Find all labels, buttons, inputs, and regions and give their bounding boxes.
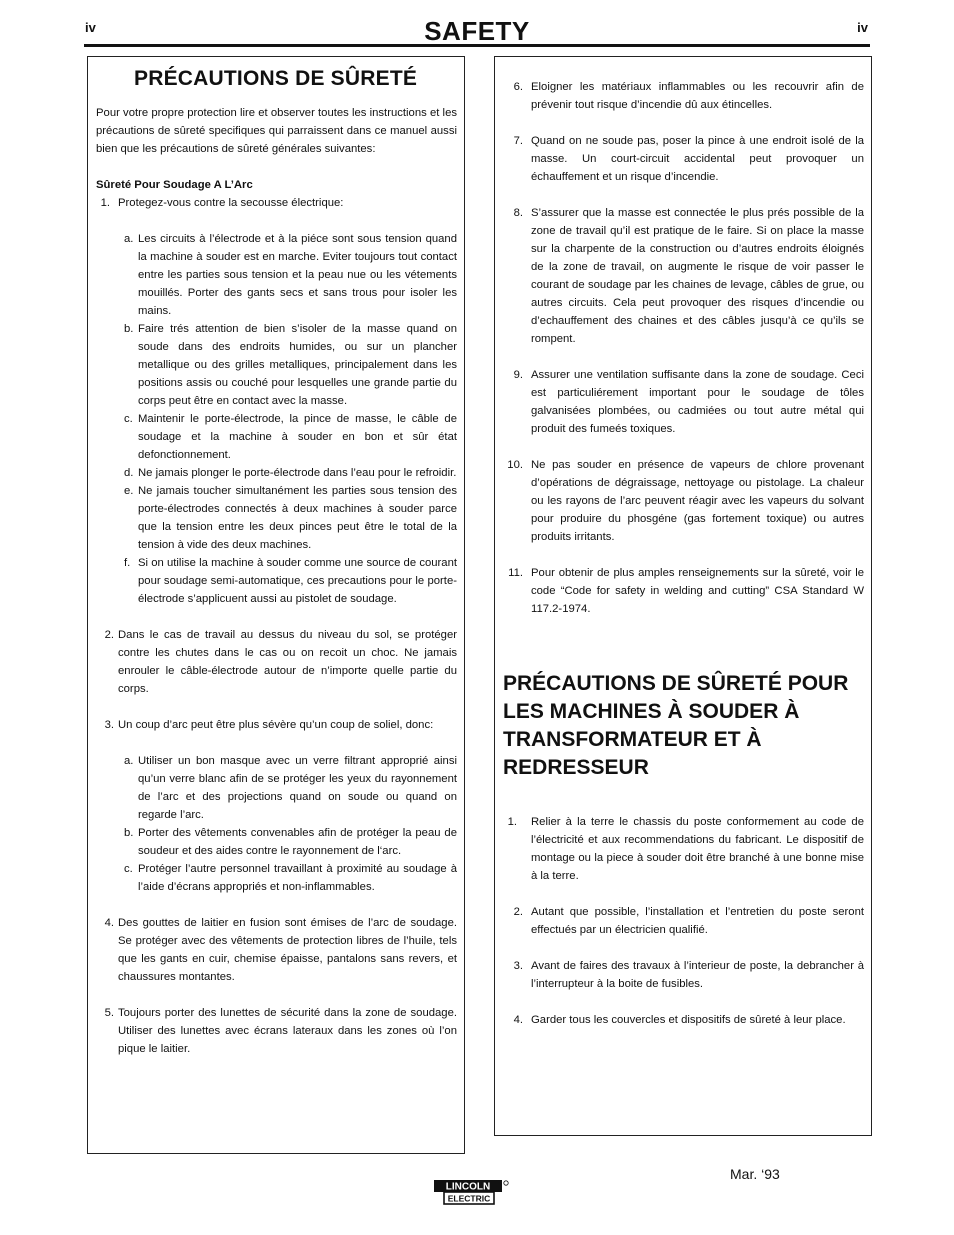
list-item xyxy=(501,78,864,114)
sub-letter: b. xyxy=(124,827,134,839)
sub-item xyxy=(96,824,457,860)
item-number: 3. xyxy=(513,960,523,972)
list-item xyxy=(501,1011,864,1029)
list-item xyxy=(501,957,864,993)
item-text: Eloigner les matériaux inflammables ou les recouvrir afin de prévenir tout risque d’incendie dû aux étincelles. xyxy=(531,81,864,111)
item-number: 7. xyxy=(513,135,523,147)
sub-item xyxy=(96,410,457,464)
revision-date: Mar. ‘93 xyxy=(730,1166,780,1182)
sub-text: Protéger l’autre personnel travaillant à proximité au soudage à l’aide d’écrans appropriés et non-inflammables. xyxy=(138,863,457,893)
list-item xyxy=(501,456,864,546)
item-number: 9. xyxy=(513,369,523,381)
sub-item xyxy=(96,464,457,482)
item-number: 1. xyxy=(100,197,110,209)
logo-top-text: LINCOLN xyxy=(445,1181,491,1193)
list-item xyxy=(501,132,864,186)
sub-text: Maintenir le porte-électrode, la pince de masse, le câble de soudage et la machine à souder en bon et sûr état defonctionnement. xyxy=(138,413,457,461)
left-heading: PRÉCAUTIONS DE SÛRETÉ xyxy=(134,67,418,90)
item-text: S’assurer que la masse est connectée le plus prés possible de la zone de travail qu’il est pratique de le faire. Si on place la masse sur la charpente de la construction ou d’autres endroits éloignés de la zone de travail, on augmente le risque de voir passer le courant de soudage par les chaines de levage, câbles de grue, ou autres circuits. Cela peut provoquer des risques d’incendie ou d’echauffement des chaines et des câbles jusqu’à ce qu’ils se rompent. xyxy=(531,207,864,345)
item-text: Toujours porter des lunettes de sécurité dans la zone de soudage. Utiliser des lunettes avec écrans lateraux dans les zones où l’on pique le laitier. xyxy=(118,1007,457,1055)
list-item xyxy=(96,626,457,698)
sub-item xyxy=(96,482,457,554)
intro-paragraph: Pour votre propre protection lire et observer toutes les instructions et les précautions de sûreté specifiques qui parraissent dans ce manuel aussi bien que les précautions de sûreté générales suivantes: xyxy=(96,107,457,155)
sub-item xyxy=(96,320,457,410)
item-number: 1. xyxy=(507,816,517,828)
item-number: 10. xyxy=(507,459,523,471)
sub-text: Faire trés attention de bien s’isoler de la masse quand on soude dans des endroits humides, ou sur un plancher metallique ou des grilles metalliques, principalement dans les positions assis ou couché pour lesquelles une grande partie du corps peut être en contact avec la masse. xyxy=(138,323,457,407)
item-text: Garder tous les couvercles et dispositifs de sûreté à leur place. xyxy=(531,1014,846,1026)
list-item xyxy=(501,903,864,939)
item-number: 8. xyxy=(513,207,523,219)
page-number-right: iv xyxy=(857,20,868,35)
list-item xyxy=(96,194,457,212)
item-number: 4. xyxy=(104,917,114,929)
list-item xyxy=(501,564,864,618)
item-text: Un coup d’arc peut être plus sévère qu’un coup de soliel, donc: xyxy=(118,719,434,731)
item-text: Dans le cas de travail au dessus du niveau du sol, se protéger contre les chutes dans le cas ou on recoit un choc. Ne jamais enrouler le câble-électrode autour de n’importe quelle partie du corps. xyxy=(118,629,457,695)
item-text: Des gouttes de laitier en fusion sont émises de l’arc de soudage. Se protéger avec des vêtements de protection libres de l’huile, tels que les gants en cuir, chemise épaisse, pantalons sans revers, et chaussures montantes. xyxy=(118,917,457,983)
item-text: Protegez-vous contre la secousse électrique: xyxy=(118,197,344,209)
item-text: Ne pas souder en présence de vapeurs de chlore provenant d’opérations de dégraissage, nettoyage ou pistolage. La chaleur ou les rayons de l’arc peuvent réagir avec les vapeurs du solvant pour produire du phosgéne (gas fortement toxique) ou autres produits irritants. xyxy=(531,459,864,543)
transformer-section-heading: PRÉCAUTIONS DE SÛRETÉ POUR LES MACHINES À SOUDER À TRANSFORMATEUR ET À REDRESSEUR xyxy=(503,672,849,779)
sub-letter: c. xyxy=(124,863,133,875)
list-item xyxy=(501,366,864,438)
list-item xyxy=(501,204,864,348)
left-safety-box xyxy=(87,56,465,1154)
page-number-left: iv xyxy=(85,20,96,35)
right-safety-box xyxy=(494,56,872,1136)
list-item xyxy=(96,914,457,986)
sub-item xyxy=(96,230,457,320)
sub-letter: a. xyxy=(124,755,134,767)
sub-text: Ne jamais plonger le porte-électrode dans l’eau pour le refroidir. xyxy=(138,467,457,479)
item-number: 5. xyxy=(104,1007,114,1019)
item-number: 4. xyxy=(513,1014,523,1026)
sub-letter: d. xyxy=(124,467,134,479)
sub-text: Si on utilise la machine à souder comme une source de courant pour soudage semi-automatique, ces precautions pour le porte-électrode s’applicuent aussi au pistolet de soudage. xyxy=(138,557,457,605)
item-text: Autant que possible, l’installation et l’entretien du poste seront effectués par un électricien qualifié. xyxy=(531,906,864,936)
lincoln-electric-logo xyxy=(432,1177,510,1207)
item-number: 2. xyxy=(104,629,114,641)
sub-item xyxy=(96,554,457,608)
logo-bottom-text: ELECTRIC xyxy=(447,1193,491,1204)
item-number: 11. xyxy=(508,567,523,579)
sub-letter: c. xyxy=(124,413,133,425)
sub-item xyxy=(96,752,457,824)
list-item xyxy=(501,813,864,885)
item-number: 6. xyxy=(513,81,523,93)
sub-letter: a. xyxy=(124,233,134,245)
sub-text: Porter des vêtements convenables afin de protéger la peau de soudeur et des aides contre le rayonnement de l‘arc. xyxy=(138,827,457,857)
item-text: Assurer une ventilation suffisante dans la zone de soudage. Ceci est particuliérement important pour le soudage de tôles galvanisées plombées, ou cadmiées ou tout autre métal qui produit des fumeés toxiques. xyxy=(531,369,864,435)
registered-mark-icon xyxy=(504,1181,508,1185)
arc-welding-subhead: Sûreté Pour Soudage A L’Arc xyxy=(96,179,253,191)
page-title: SAFETY xyxy=(424,16,530,46)
sub-letter: e. xyxy=(124,485,134,497)
list-item xyxy=(96,716,457,734)
title-rule xyxy=(84,44,870,47)
item-number: 2. xyxy=(513,906,523,918)
item-text: Pour obtenir de plus amples renseignements sur la sûreté, voir le code “Code for safety in welding and cutting” CSA Standard W 117.2-1974. xyxy=(531,567,864,615)
sub-item xyxy=(96,860,457,896)
sub-letter: b. xyxy=(124,323,134,335)
item-text: Avant de faires des travaux à l’interieur de poste, la debrancher à l’interrupteur à la boite de fusibles. xyxy=(531,960,864,990)
item-text: Relier à la terre le chassis du poste conformement au code de l’électricité et aux recommendations du fabricant. Le dispositif de montage ou la piece à souder doit être branché à une bonne mise à la terre. xyxy=(531,816,864,882)
sub-text: Utiliser un bon masque avec un verre filtrant approprié ainsi qu’un verre blanc afin de se protéger les yeux du rayonnement de l’arc et des projections quand on soude ou quand on regarde l’arc. xyxy=(138,755,457,821)
list-item xyxy=(96,1004,457,1058)
item-text: Quand on ne soude pas, poser la pince à une endroit isolé de la masse. Un court-circuit accidental peut provoquer un échauffement et un risque d’incendie. xyxy=(531,135,864,183)
sub-text: Les circuits à l’électrode et à la piéce sont sous tension quand la machine à souder est en marche. Eviter toujours tout contact entre les parties sous tension et la peau nue ou les vétements mouillés. Porter des gants secs et sans trous pour isoler les mains. xyxy=(138,233,457,317)
sub-text: Ne jamais toucher simultanément les parties sous tension des porte-électrodes connectés à deux machines à souder parce que la tension entre les deux pinces peut être le total de la tension à vide des deux machines. xyxy=(138,485,457,551)
sub-letter: f. xyxy=(124,557,131,569)
item-number: 3. xyxy=(104,719,114,731)
